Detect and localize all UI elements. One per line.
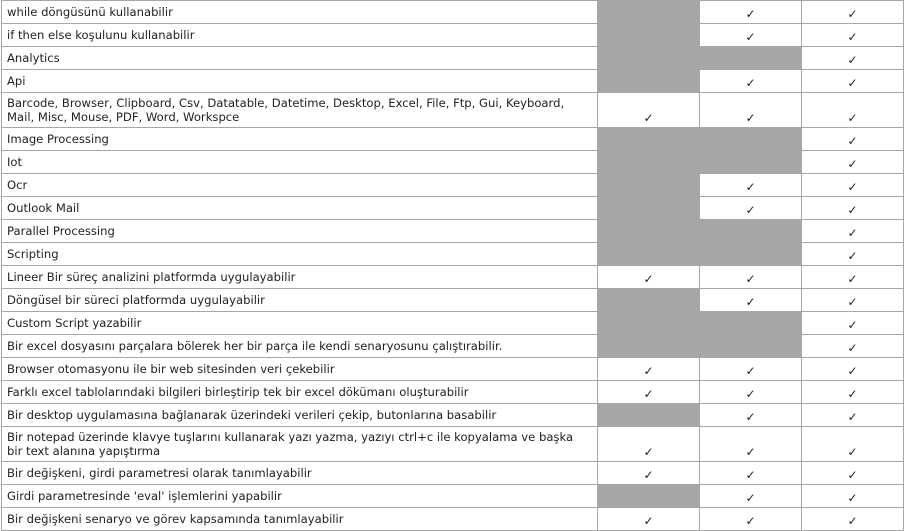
feature-label: Bir excel dosyasını parçalara bölerek her bir parça ile kendi senaryosunu çalıştırabilir. [2, 335, 598, 358]
unavailable-cell [598, 220, 700, 243]
check-mark-cell: ✓ [700, 381, 802, 404]
check-mark-cell: ✓ [598, 266, 700, 289]
unavailable-cell [598, 151, 700, 174]
check-mark-cell: ✓ [802, 358, 904, 381]
feature-label: Parallel Processing [2, 220, 598, 243]
table-row [2, 174, 904, 197]
feature-label: Barcode, Browser, Clipboard, Csv, Datatable, Datetime, Desktop, Excel, File, Ftp, Gui, Keyboard, Mail, Misc, Mouse, PDF, Word, Workspce [2, 93, 598, 128]
table-row [2, 289, 904, 312]
unavailable-cell [598, 289, 700, 312]
check-mark-cell: ✓ [802, 335, 904, 358]
check-mark-cell: ✓ [598, 508, 700, 531]
check-mark-cell: ✓ [802, 151, 904, 174]
table-row [2, 93, 904, 128]
check-mark-cell: ✓ [802, 312, 904, 335]
feature-label: Farklı excel tablolarındaki bilgileri birleştirip tek bir excel dökümanı oluşturabilir [2, 381, 598, 404]
check-mark-cell: ✓ [700, 93, 802, 128]
check-mark-cell: ✓ [802, 220, 904, 243]
check-mark-cell: ✓ [802, 128, 904, 151]
table-row [2, 151, 904, 174]
feature-label: Scripting [2, 243, 598, 266]
check-mark-cell: ✓ [700, 462, 802, 485]
table-row [2, 220, 904, 243]
check-mark-cell: ✓ [700, 508, 802, 531]
unavailable-cell [700, 243, 802, 266]
check-mark-cell: ✓ [802, 485, 904, 508]
table-row [2, 24, 904, 47]
unavailable-cell [598, 404, 700, 427]
check-mark-cell: ✓ [802, 381, 904, 404]
check-mark-cell: ✓ [700, 70, 802, 93]
check-mark-cell: ✓ [598, 358, 700, 381]
check-mark-cell: ✓ [802, 47, 904, 70]
table-row [2, 197, 904, 220]
feature-label: Ocr [2, 174, 598, 197]
check-mark-cell: ✓ [700, 24, 802, 47]
table-row [2, 128, 904, 151]
check-mark-cell: ✓ [802, 404, 904, 427]
check-mark-cell: ✓ [802, 427, 904, 462]
check-mark-cell: ✓ [802, 289, 904, 312]
table-row [2, 427, 904, 462]
check-mark-cell: ✓ [802, 243, 904, 266]
unavailable-cell [598, 197, 700, 220]
feature-label: Browser otomasyonu ile bir web sitesinden veri çekebilir [2, 358, 598, 381]
feature-label: while döngüsünü kullanabilir [2, 1, 598, 24]
check-mark-cell: ✓ [802, 197, 904, 220]
table-row [2, 266, 904, 289]
feature-label: Bir değişkeni, girdi parametresi olarak tanımlayabilir [2, 462, 598, 485]
unavailable-cell [598, 174, 700, 197]
unavailable-cell [598, 335, 700, 358]
feature-label: Iot [2, 151, 598, 174]
unavailable-cell [598, 47, 700, 70]
check-mark-cell: ✓ [802, 1, 904, 24]
table-body [2, 1, 904, 531]
feature-label: if then else koşulunu kullanabilir [2, 24, 598, 47]
check-mark-cell: ✓ [598, 462, 700, 485]
unavailable-cell [598, 128, 700, 151]
table-row [2, 508, 904, 531]
table-row [2, 312, 904, 335]
feature-label: Bir değişkeni senaryo ve görev kapsamında tanımlayabilir [2, 508, 598, 531]
check-mark-cell: ✓ [802, 93, 904, 128]
table-row [2, 358, 904, 381]
check-mark-cell: ✓ [802, 508, 904, 531]
check-mark-cell: ✓ [598, 427, 700, 462]
check-mark-cell: ✓ [802, 174, 904, 197]
feature-label: Analytics [2, 47, 598, 70]
table-row [2, 485, 904, 508]
check-mark-cell: ✓ [700, 404, 802, 427]
unavailable-cell [598, 24, 700, 47]
unavailable-cell [598, 70, 700, 93]
table-row [2, 70, 904, 93]
check-mark-cell: ✓ [700, 266, 802, 289]
feature-label: Bir notepad üzerinde klavye tuşlarını kullanarak yazı yazma, yazıyı ctrl+c ile kopyalama ve başka bir text alanına yapıştırma [2, 427, 598, 462]
check-mark-cell: ✓ [700, 289, 802, 312]
feature-label: Image Processing [2, 128, 598, 151]
unavailable-cell [700, 47, 802, 70]
unavailable-cell [700, 335, 802, 358]
check-mark-cell: ✓ [700, 174, 802, 197]
feature-label: Lineer Bir süreç analizini platformda uygulayabilir [2, 266, 598, 289]
unavailable-cell [598, 485, 700, 508]
feature-label: Döngüsel bir süreci platformda uygulayabilir [2, 289, 598, 312]
check-mark-cell: ✓ [802, 24, 904, 47]
check-mark-cell: ✓ [802, 266, 904, 289]
check-mark-cell: ✓ [802, 70, 904, 93]
unavailable-cell [598, 243, 700, 266]
check-mark-cell: ✓ [700, 358, 802, 381]
unavailable-cell [700, 312, 802, 335]
table-row [2, 335, 904, 358]
table-row [2, 1, 904, 24]
feature-comparison-table [1, 0, 904, 531]
unavailable-cell [700, 128, 802, 151]
check-mark-cell: ✓ [700, 427, 802, 462]
unavailable-cell [598, 1, 700, 24]
table-row [2, 47, 904, 70]
table-row [2, 381, 904, 404]
feature-label: Bir desktop uygulamasına bağlanarak üzerindeki verileri çekip, butonlarına basabilir [2, 404, 598, 427]
unavailable-cell [700, 220, 802, 243]
check-mark-cell: ✓ [598, 381, 700, 404]
check-mark-cell: ✓ [700, 197, 802, 220]
table-row [2, 404, 904, 427]
check-mark-cell: ✓ [802, 462, 904, 485]
check-mark-cell: ✓ [700, 485, 802, 508]
feature-label: Api [2, 70, 598, 93]
feature-label: Girdi parametresinde 'eval' işlemlerini yapabilir [2, 485, 598, 508]
check-mark-cell: ✓ [598, 93, 700, 128]
table-row [2, 462, 904, 485]
feature-label: Outlook Mail [2, 197, 598, 220]
check-mark-cell: ✓ [700, 1, 802, 24]
unavailable-cell [700, 151, 802, 174]
table-row [2, 243, 904, 266]
feature-label: Custom Script yazabilir [2, 312, 598, 335]
unavailable-cell [598, 312, 700, 335]
